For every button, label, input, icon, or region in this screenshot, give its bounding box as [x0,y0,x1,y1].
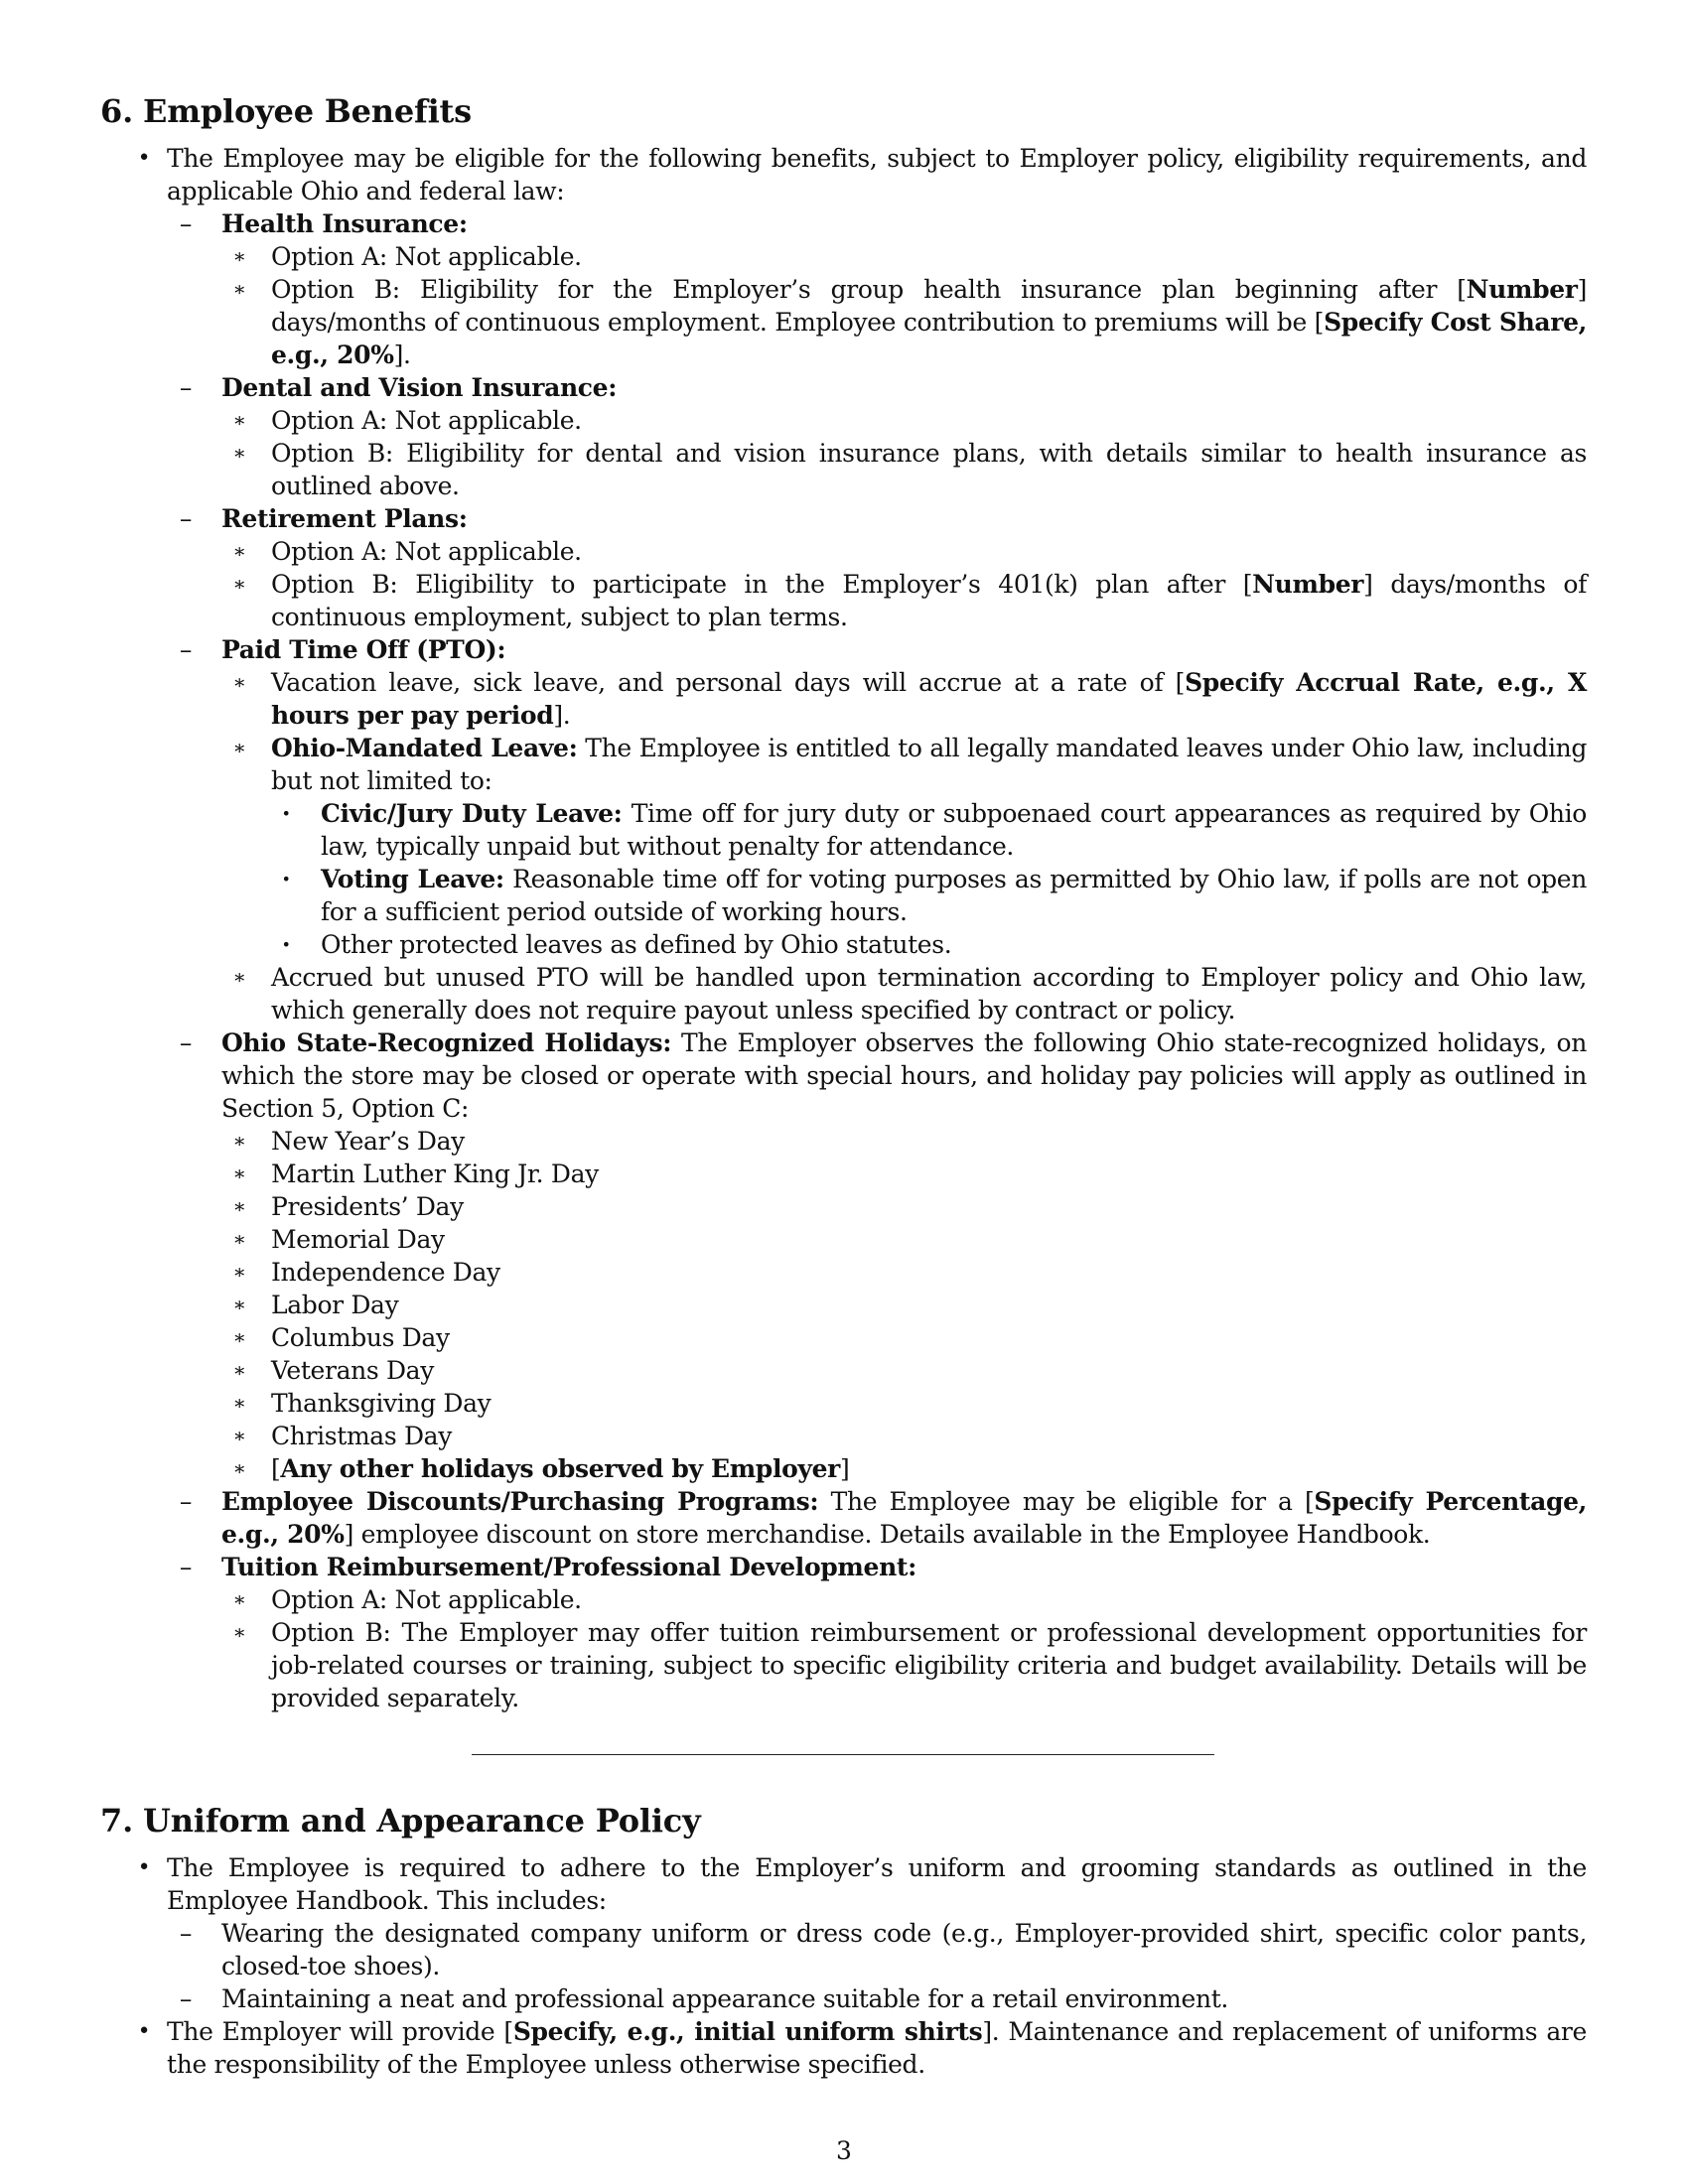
dot-marker: · [281,799,291,828]
holiday-item: ∗ New Year’s Day [221,1125,1587,1158]
star-marker: ∗ [232,244,246,268]
uniform-list [100,1851,1587,2081]
dash-marker: – [179,1984,193,2013]
list-item: ∗ Accrued but unused PTO will be handled upon termination according to Employer policy and Ohio law, which generally does not require payout unless specified by contract or policy. [221,961,1587,1026]
list-item: – Wearing the designated company uniform or dress code (e.g., Employer-provided shirt, specific color pants, closed-toe shoes). [160,1917,1587,1982]
dash-marker: – [179,1919,193,1948]
dash-marker: – [179,1553,193,1581]
dash-marker: – [179,209,193,238]
dash-marker: – [179,373,193,402]
list-item: ∗ Vacation leave, sick leave, and personal days will accrue at a rate of [Specify Accrual Rate, e.g., X hours per pay period]. [221,666,1587,732]
dash-marker: – [179,635,193,664]
benefits-list [100,142,1587,1714]
list-item: ∗ Option A: Not applicable. [221,535,1587,568]
star-marker: ∗ [232,1620,246,1644]
list-item: · Voting Leave: Reasonable time off for voting purposes as permitted by Ohio law, if polls are not open for a sufficient period outside of working hours. [271,863,1587,928]
list-item: • The Employer will provide [Specify, e.g., initial uniform shirts]. Maintenance and replacement of uniforms are the responsibility of the Employee unless otherwise specified. [100,2015,1587,2081]
document-body [100,91,1587,2081]
benefit-holidays: – Ohio State-Recognized Holidays: The Employer observes the following Ohio state-recognized holidays, on which the store may be closed or operate with special hours, and holiday pay policies will apply as outlined in Section 5, Option C: ∗ New Year’s Day ∗ Martin Luther King Jr. Day ∗ Presidents’ Day ∗ Memorial Day ∗ Independence Day ∗ Labor Day ∗ Columbus Day ∗ Veterans Day ∗ Thanksgiving Day ∗ Christmas Day ∗ [Any other holidays observed by Employer] [160,1026,1587,1485]
list-item: ∗ Option A: Not applicable. [221,404,1587,437]
list-item: – Maintaining a neat and professional appearance suitable for a retail environment. [160,1982,1587,2015]
star-marker: ∗ [232,736,246,759]
page-number: 3 [836,2136,852,2165]
bullet-marker: • [137,146,151,171]
section-divider [472,1754,1214,1755]
star-marker: ∗ [232,670,246,694]
section-heading-employee-benefits: 6. Employee Benefits [100,92,472,130]
star-marker: ∗ [232,1293,246,1316]
holiday-item: ∗ Memorial Day [221,1223,1587,1256]
dot-marker: · [281,865,291,893]
list-item: ∗ Option B: The Employer may offer tuition reimbursement or professional development opportunities for job-related courses or training, subject to specific eligibility criteria and budget availability. Details will be provided separately. [221,1616,1587,1714]
star-marker: ∗ [232,1358,246,1382]
star-marker: ∗ [232,539,246,563]
star-marker: ∗ [232,1161,246,1185]
bullet-marker: • [137,2019,151,2044]
list-item: ∗ Option A: Not applicable. [221,240,1587,273]
list-item: ∗ Ohio-Mandated Leave: The Employee is entitled to all legally mandated leaves under Ohio law, including but not limited to: · Civic/Jury Duty Leave: Time off for jury duty or subpoenaed court appearances as required by Ohio law, typically unpaid but without penalty for attendance. · Voting Leave: Reasonable time off for voting purposes as permitted by Ohio law, if polls are not open for a sufficient period outside of working hours. · Other protected leaves as defined by Ohio statutes. [221,732,1587,961]
holiday-item: ∗ Veterans Day [221,1354,1587,1387]
holiday-item: ∗ Martin Luther King Jr. Day [221,1158,1587,1190]
list-item: ∗ Option B: Eligibility for the Employer’s group health insurance plan beginning after [Number] days/months of continuous employment. Employee contribution to premiums will be [Specify Cost Share, e.g., 20%]. [221,273,1587,371]
holiday-item: ∗ Thanksgiving Day [221,1387,1587,1420]
benefit-categories [160,207,1587,1714]
star-marker: ∗ [232,1424,246,1447]
star-marker: ∗ [232,965,246,989]
list-item: · Other protected leaves as defined by Ohio statutes. [271,928,1587,961]
benefits-intro: The Employee may be eligible for the following benefits, subject to Employer policy, eligibility requirements, and applicable Ohio and federal law: [167,144,1587,205]
star-marker: ∗ [232,408,246,432]
star-marker: ∗ [232,1260,246,1284]
holiday-item: ∗ Christmas Day [221,1420,1587,1452]
benefit-title: Tuition Reimbursement/Professional Development: [221,1553,916,1581]
star-marker: ∗ [232,441,246,465]
list-item: ∗ Option A: Not applicable. [221,1583,1587,1616]
list-item [100,142,1587,1714]
star-marker: ∗ [232,1325,246,1349]
benefit-discounts: – Employee Discounts/Purchasing Programs: The Employee may be eligible for a [Specify Percentage, e.g., 20%] employee discount on store merchandise. Details available in the Employee Handbook. [160,1485,1587,1551]
list-item: • The Employee is required to adhere to the Employer’s uniform and grooming standards as outlined in the Employee Handbook. This includes: – Wearing the designated company uniform or dress code (e.g., Employer-provided shirt, specific color pants, closed-toe shoes). – Maintaining a neat and professional appearance suitable for a retail environment. [100,1851,1587,2015]
holiday-item: ∗ [Any other holidays observed by Employer] [221,1452,1587,1485]
star-marker: ∗ [232,1194,246,1218]
holiday-item: ∗ Columbus Day [221,1321,1587,1354]
benefit-pto [160,633,1587,1026]
benefit-title: Health Insurance: [221,209,468,238]
holiday-item: ∗ Independence Day [221,1256,1587,1289]
star-marker: ∗ [232,1587,246,1611]
bullet-marker: • [137,1855,151,1880]
holiday-list [221,1125,1587,1485]
benefit-tuition [160,1551,1587,1714]
star-marker: ∗ [232,1391,246,1415]
benefit-retirement [160,502,1587,633]
benefit-health-insurance [160,207,1587,371]
benefit-title: Paid Time Off (PTO): [221,635,506,664]
list-item: · Civic/Jury Duty Leave: Time off for jury duty or subpoenaed court appearances as required by Ohio law, typically unpaid but without penalty for attendance. [271,797,1587,863]
dash-marker: – [179,1487,193,1516]
star-marker: ∗ [232,572,246,596]
holiday-item: ∗ Presidents’ Day [221,1190,1587,1223]
list-item: ∗ Option B: Eligibility for dental and vision insurance plans, with details similar to health insurance as outlined above. [221,437,1587,502]
holiday-item: ∗ Labor Day [221,1289,1587,1321]
dash-marker: – [179,504,193,533]
dash-marker: – [179,1028,193,1057]
star-marker: ∗ [232,1456,246,1480]
dot-marker: · [281,930,291,959]
star-marker: ∗ [232,1227,246,1251]
section-heading-uniform-policy: 7. Uniform and Appearance Policy [100,1802,701,1840]
benefit-dental-vision [160,371,1587,502]
star-marker: ∗ [232,277,246,301]
benefit-title: Retirement Plans: [221,504,468,533]
star-marker: ∗ [232,1129,246,1153]
list-item: ∗ Option B: Eligibility to participate in the Employer’s 401(k) plan after [Number] days/months of continuous employment, subject to plan terms. [221,568,1587,633]
benefit-title: Dental and Vision Insurance: [221,373,618,402]
